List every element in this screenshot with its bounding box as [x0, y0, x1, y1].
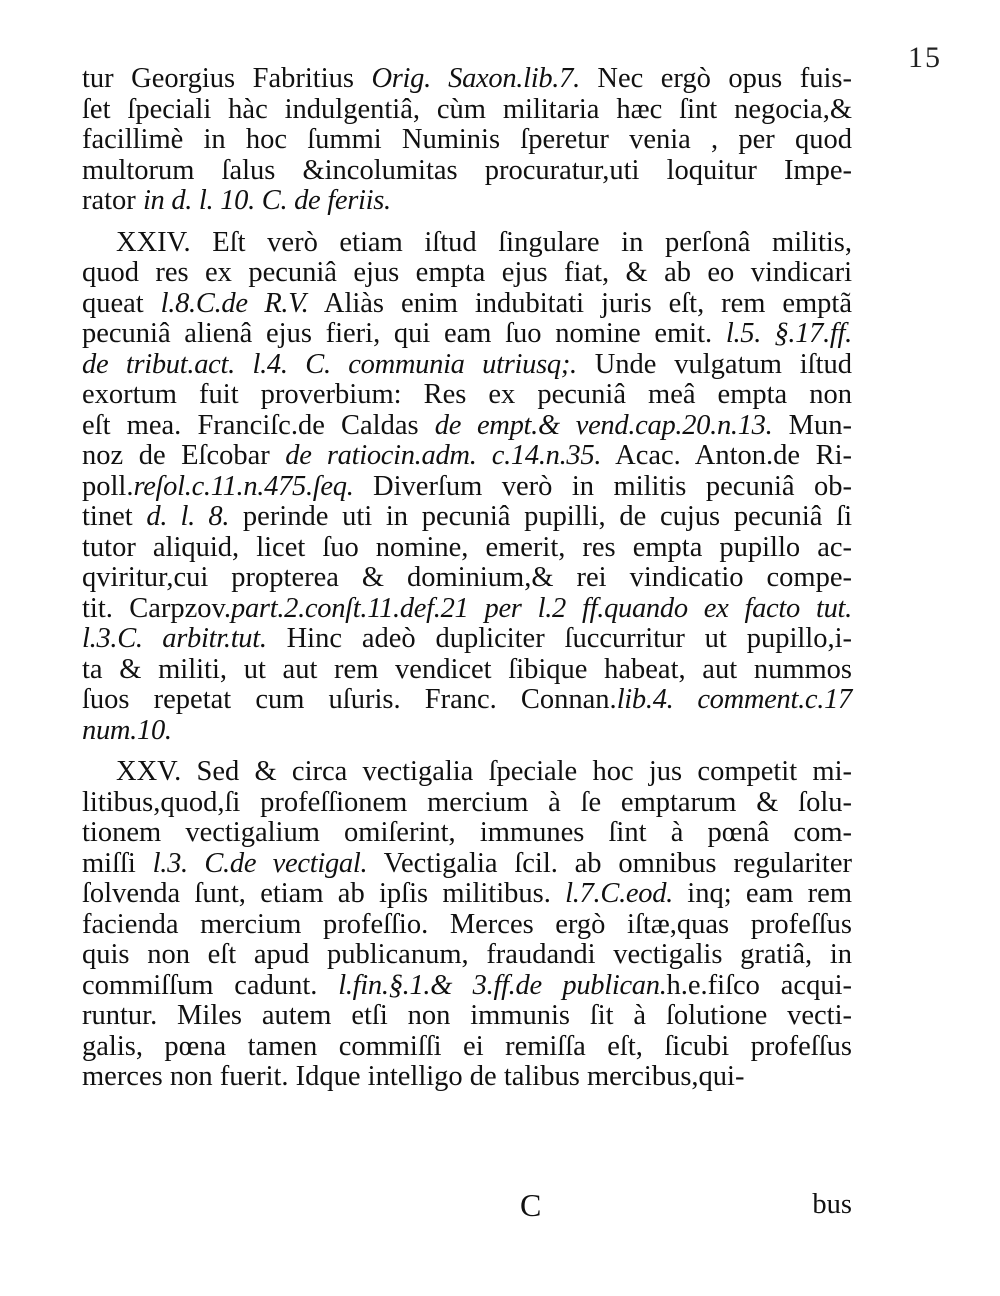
text-line [82, 1001, 852, 1032]
text-line [82, 716, 852, 747]
text-line [82, 971, 852, 1002]
line-text: multorum ſalus &incolumitas procuratur,uti loquitur Impe- [82, 154, 852, 186]
paragraph [82, 228, 852, 747]
line-text: poll. [82, 470, 134, 502]
citation-text: lib.4. comment.c.17 [616, 684, 853, 715]
line-text: tutor aliquid, licet ſuo nomine, emerit, res empta pupillo ac- [82, 531, 852, 563]
citation-text: Orig. Saxon.lib.7. [371, 63, 580, 94]
citation-text: part.2.conſt.11.def.21 per l.2 ff.quando ex facto tut. [231, 592, 852, 624]
text-line [82, 156, 852, 187]
text-line [82, 1062, 852, 1093]
citation-text: de ratiocin.adm. c.14.n.35. [285, 440, 602, 471]
line-text: runtur. Miles autem etſi non immunis ſit à ſolutione vecti- [82, 1000, 852, 1031]
line-text: merces non fuerit. Idque intelligo de talibus mercibus,qui- [82, 1061, 745, 1092]
text-line [82, 940, 852, 971]
line-text: tur Georgius Fabritius [82, 63, 372, 94]
line-text: ſolvenda ſunt, etiam ab ipſis militibus. [82, 878, 566, 909]
line-text: rator [82, 185, 143, 216]
line-text: quod res ex pecuniâ ejus empta ejus fiat, & ab eo vindicari [82, 257, 852, 288]
line-text: miſſi [82, 847, 153, 879]
text-line [82, 533, 852, 564]
citation-text: in d. l. 10. C. de feriis. [142, 185, 391, 216]
line-text: Vectigalia ſcil. ab omnibus regulariter [367, 847, 852, 879]
line-text: pecuniâ alienâ ejus fieri, qui eam ſuo nomine emit. [82, 318, 726, 349]
text-line [82, 95, 852, 126]
text-line [82, 186, 852, 217]
text-line [82, 849, 852, 880]
text-line [82, 411, 852, 442]
line-text: queat [82, 287, 161, 319]
line-text: ta & militi, ut aut rem vendicet ſibique habeat, aut nummos [82, 653, 852, 685]
text-line [82, 818, 852, 849]
text-line [82, 1032, 852, 1063]
text-line [82, 380, 852, 411]
text-line [82, 910, 852, 941]
text-line [82, 624, 852, 655]
line-text: perinde uti in pecuniâ pupilli, de cujus pecuniâ ſi [229, 501, 853, 532]
paragraph [82, 757, 852, 1093]
text-line [82, 757, 852, 788]
line-text: Mun- [772, 409, 852, 441]
line-text: noz de Eſcobar [82, 440, 286, 471]
page-footer [82, 1188, 852, 1222]
line-text: exortum fuit proverbium: Res ex pecuniâ meâ empta non [82, 379, 852, 410]
line-text: eſt mea. Franciſc.de Caldas [82, 409, 435, 441]
line-text: quis non eſt apud publicanum, fraudandi vectigalis gratiâ, in [82, 939, 852, 970]
citation-text: l.3.C. arbitr.tut. [82, 623, 267, 654]
line-text: Diverſum verò in militis pecuniâ ob- [353, 470, 852, 502]
text-line [82, 685, 852, 716]
line-text: inq; eam rem [672, 878, 852, 909]
text-line [82, 125, 852, 156]
line-text: Hinc adeò dupliciter ſuccurritur ut pupillo,i- [266, 623, 852, 654]
text-line [82, 289, 852, 320]
text-line [82, 319, 852, 350]
line-text: qviritur,cui propterea & dominium,& rei vindicatio compe- [82, 562, 852, 593]
line-text: commiſſum cadunt. [82, 969, 339, 1001]
catchword: bus [812, 1189, 852, 1220]
citation-text: reſol.c.11.n.475.ſeq. [133, 470, 354, 502]
line-text: Aliàs enim indubitati juris eſt, rem emptã [308, 287, 852, 319]
line-text: galis, pœna tamen commiſſi ei remiſſa eſt, ſicubi profeſſus [82, 1030, 852, 1062]
signature-mark: C [520, 1187, 542, 1223]
paragraph [82, 64, 852, 217]
line-text: litibus,quod,ſi profeſſionem mercium à ſe emptarum & ſolu- [82, 786, 852, 818]
body-text [82, 64, 852, 1093]
line-text: XXIV. Eſt verò etiam iſtud ſingulare in perſonâ militis, [116, 226, 852, 258]
text-line [82, 441, 852, 472]
text-line [82, 655, 852, 686]
citation-text: num.10. [82, 714, 172, 746]
text-line [82, 788, 852, 819]
text-line [82, 594, 852, 625]
text-line [82, 879, 852, 910]
citation-text: l.5. §.17.ff. [725, 318, 852, 349]
citation-text: l.7.C.eod. [565, 878, 673, 909]
text-line [82, 350, 852, 381]
citation-text: l.8.C.de R.V. [160, 287, 309, 319]
text-line [82, 502, 852, 533]
citation-text: de tribut.act. l.4. C. communia utriusq;. [82, 348, 577, 380]
line-text: tinet [82, 501, 147, 532]
line-text: Unde vulgatum iſtud [576, 348, 853, 380]
line-text: tit. Carpzov. [82, 592, 232, 624]
line-text: facienda mercium profeſſio. Merces ergò iſtæ,quas profeſſus [82, 908, 852, 940]
line-text: Nec ergò opus fuis- [579, 63, 852, 94]
citation-text: l.fin.§.1.& 3.ff.de publican. [338, 969, 667, 1001]
citation-text: de empt.& vend.cap.20.n.13. [434, 409, 773, 441]
citation-text: l.3. C.de vectigal. [152, 847, 368, 879]
text-line [82, 228, 852, 259]
text-line [82, 64, 852, 95]
line-text: ſet ſpeciali hàc indulgentiâ, cùm militaria hæc ſint negocia,& [82, 93, 852, 125]
line-text: facillimè in hoc ſummi Numinis ſperetur venia , per quod [82, 124, 852, 155]
margin-note: 15 [908, 41, 942, 74]
line-text: XXV. Sed & circa vectigalia ſpeciale hoc jus competit mi- [116, 756, 852, 787]
line-text: tionem vectigalium omiſerint, immunes ſint à pœnâ com- [82, 817, 852, 848]
text-line [82, 472, 852, 503]
line-text: Acac. Anton.de Ri- [601, 440, 852, 471]
citation-text: d. l. 8. [146, 501, 230, 532]
text-line [82, 563, 852, 594]
text-line [82, 258, 852, 289]
line-text: h.e.fiſco acqui- [666, 969, 852, 1001]
line-text: ſuos repetat cum uſuris. Franc. Connan. [82, 684, 617, 715]
